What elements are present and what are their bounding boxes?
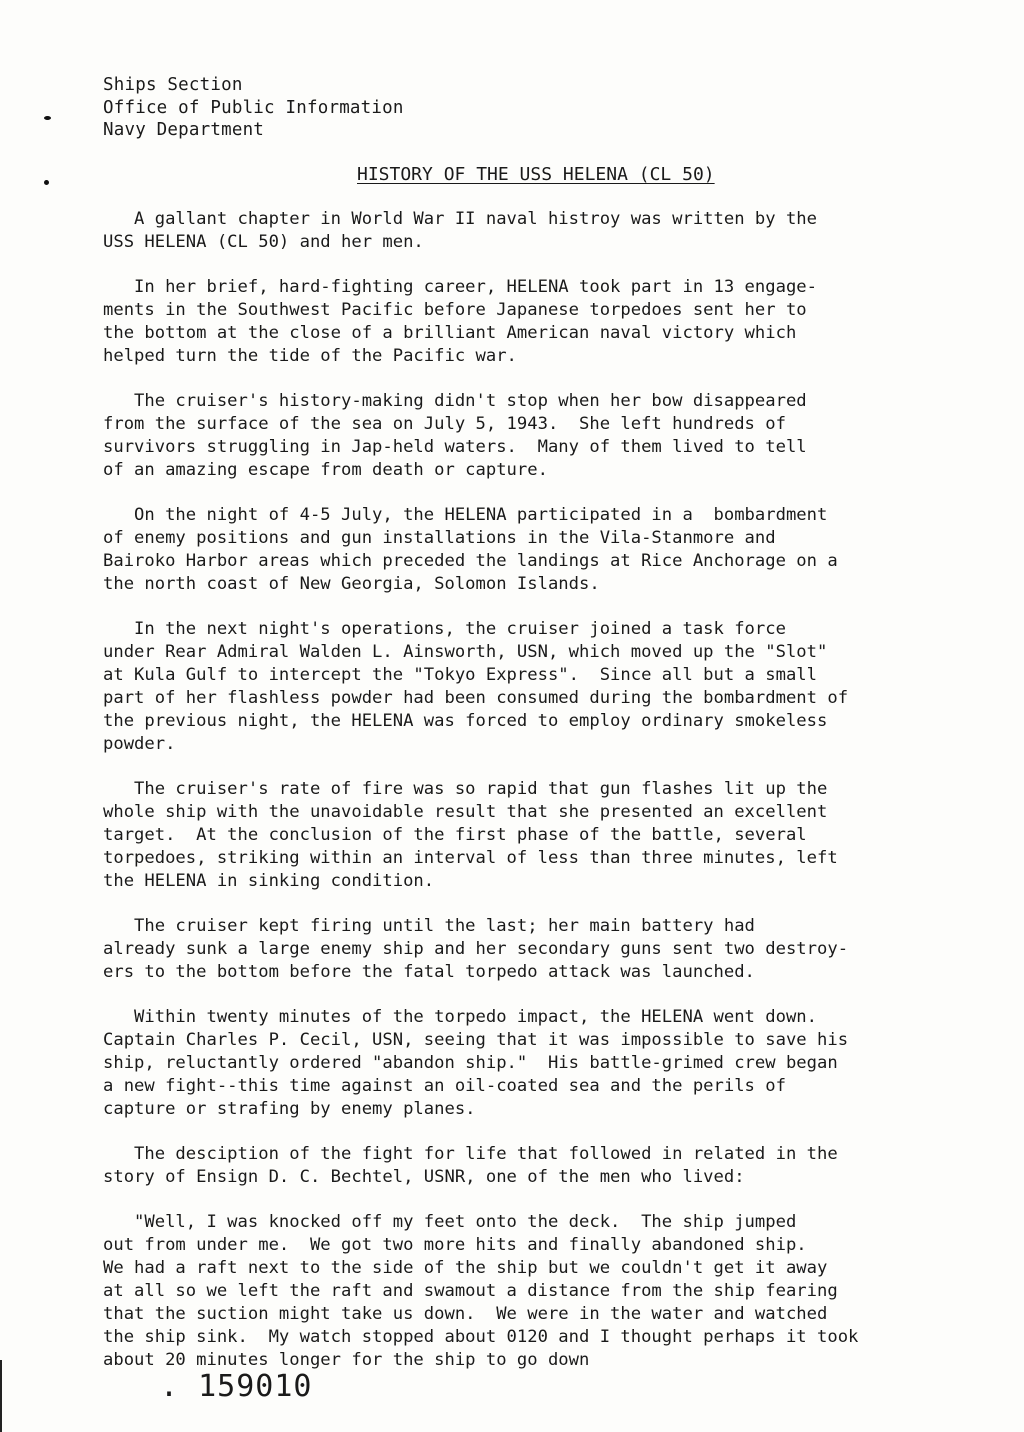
letterhead-line: Navy Department — [103, 120, 265, 140]
text-line: already sunk a large enemy ship and her secondary guns sent two destroy- — [103, 939, 849, 959]
text-line: about 20 minutes longer for the ship to go down — [103, 1350, 590, 1370]
document-number: . 159010 — [160, 1369, 313, 1404]
text-line: out from under me. We got two more hits and finally abandoned ship. — [103, 1235, 807, 1255]
text-line: Bairoko Harbor areas which preceded the landings at Rice Anchorage on a — [103, 551, 838, 571]
text-line: whole ship with the unavoidable result that she presented an excellent — [103, 802, 828, 822]
text-line: of enemy positions and gun installations in the Vila-Stanmore and — [103, 528, 776, 548]
punch-mark — [44, 180, 49, 185]
text-line: Captain Charles P. Cecil, USN, seeing that it was impossible to save his — [103, 1030, 849, 1050]
text-line: torpedoes, striking within an interval of less than three minutes, left — [103, 848, 838, 868]
paragraph — [103, 1211, 923, 1372]
paragraph — [103, 276, 923, 368]
text-line: the ship sink. My watch stopped about 0120 and I thought perhaps it took — [103, 1327, 859, 1347]
paragraph — [103, 504, 923, 596]
text-line: survivors struggling in Jap-held waters. Many of them lived to tell — [103, 437, 807, 457]
document-title: HISTORY OF THE USS HELENA (CL 50) — [357, 164, 715, 185]
text-line: The cruiser's history-making didn't stop when her bow disappeared — [103, 391, 807, 411]
paragraph — [103, 618, 923, 756]
page-edge-mark — [0, 1360, 2, 1432]
text-line: from the surface of the sea on July 5, 1943. She left hundreds of — [103, 414, 786, 434]
paragraph — [103, 208, 923, 254]
text-line: of an amazing escape from death or capture. — [103, 460, 548, 480]
text-line: On the night of 4-5 July, the HELENA participated in a bombardment — [103, 505, 828, 525]
text-line: the bottom at the close of a brilliant American naval victory which — [103, 323, 797, 343]
text-line: Within twenty minutes of the torpedo impact, the HELENA went down. — [103, 1007, 817, 1027]
text-line: We had a raft next to the side of the ship but we couldn't get it away — [103, 1258, 828, 1278]
text-line: the previous night, the HELENA was forced to employ ordinary smokeless — [103, 711, 828, 731]
text-line: the HELENA in sinking condition. — [103, 871, 435, 891]
letterhead-line: Ships Section — [103, 75, 243, 95]
paragraph — [103, 1006, 923, 1121]
text-line: A gallant chapter in World War II naval histroy was written by the — [103, 209, 817, 229]
text-line: "Well, I was knocked off my feet onto the deck. The ship jumped — [103, 1212, 797, 1232]
text-line: ments in the Southwest Pacific before Japanese torpedoes sent her to — [103, 300, 807, 320]
text-line: helped turn the tide of the Pacific war. — [103, 346, 517, 366]
text-line: The cruiser kept firing until the last; her main battery had — [103, 916, 755, 936]
paragraph — [103, 390, 923, 482]
text-line: at Kula Gulf to intercept the "Tokyo Express". Since all but a small — [103, 665, 817, 685]
text-line: a new fight--this time against an oil-coated sea and the perils of — [103, 1076, 786, 1096]
text-line: target. At the conclusion of the first phase of the battle, several — [103, 825, 807, 845]
text-line: ship, reluctantly ordered "abandon ship." His battle-grimed crew began — [103, 1053, 838, 1073]
document-body — [103, 208, 923, 1394]
text-line: part of her flashless powder had been consumed during the bombardment of — [103, 688, 849, 708]
text-line: that the suction might take us down. We were in the water and watched — [103, 1304, 828, 1324]
text-line: In the next night's operations, the cruiser joined a task force — [103, 619, 786, 639]
letterhead-line: Office of Public Information — [103, 97, 404, 118]
text-line: powder. — [103, 734, 176, 754]
letterhead — [103, 74, 404, 142]
text-line: under Rear Admiral Walden L. Ainsworth, USN, which moved up the "Slot" — [103, 642, 828, 662]
text-line: USS HELENA (CL 50) and her men. — [103, 232, 424, 252]
paragraph — [103, 778, 923, 893]
punch-mark — [44, 116, 51, 120]
text-line: The cruiser's rate of fire was so rapid that gun flashes lit up the — [103, 779, 828, 799]
text-line: In her brief, hard-fighting career, HELENA took part in 13 engage- — [103, 277, 817, 297]
text-line: story of Ensign D. C. Bechtel, USNR, one of the men who lived: — [103, 1167, 745, 1187]
text-line: ers to the bottom before the fatal torpedo attack was launched. — [103, 962, 755, 982]
text-line: the north coast of New Georgia, Solomon Islands. — [103, 574, 600, 594]
text-line: capture or strafing by enemy planes. — [103, 1099, 476, 1119]
paragraph — [103, 915, 923, 984]
text-line: at all so we left the raft and swamout a distance from the ship fearing — [103, 1281, 838, 1301]
text-line: The desciption of the fight for life that followed in related in the — [103, 1144, 838, 1164]
paragraph — [103, 1143, 923, 1189]
